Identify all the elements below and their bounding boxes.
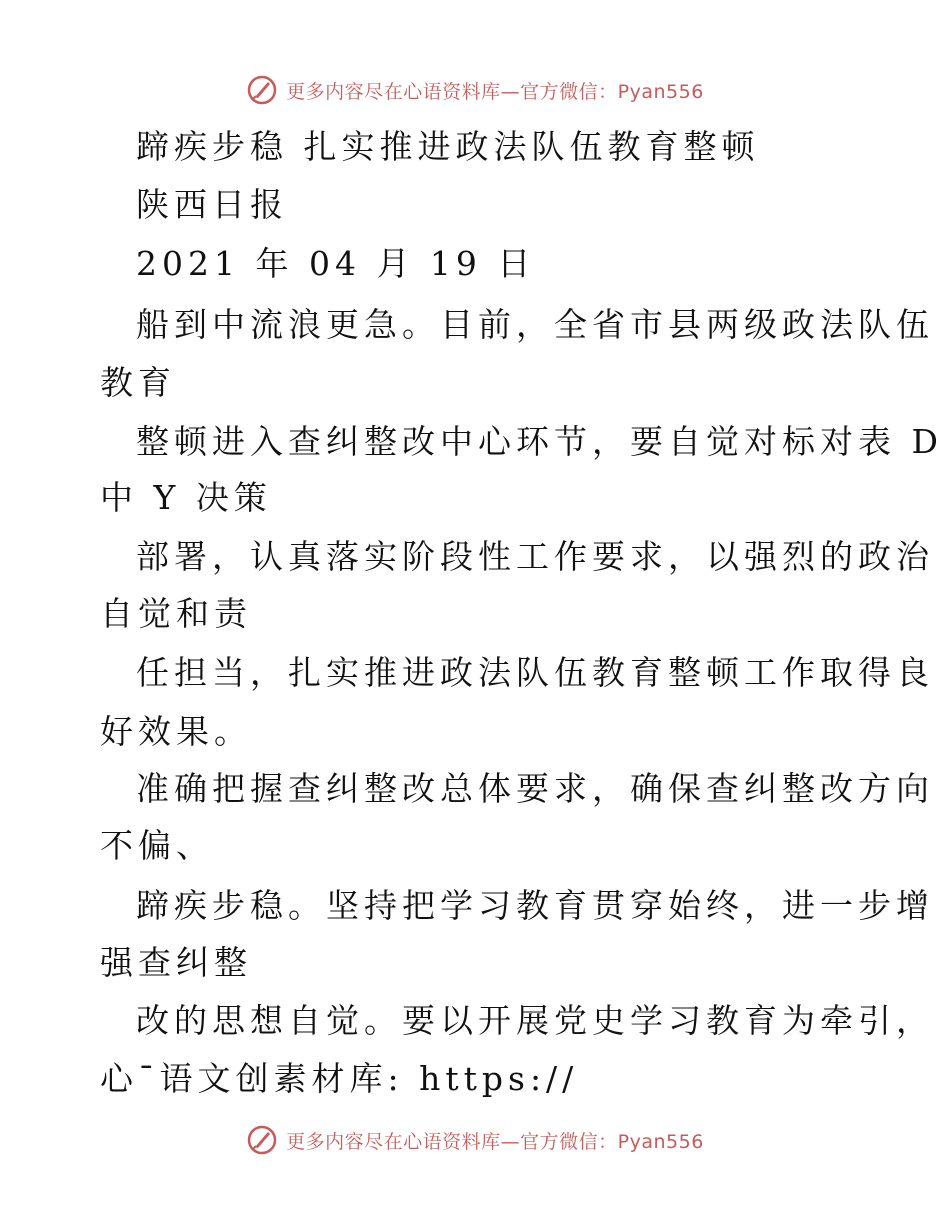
paragraph-line: 改的思想自觉。要以开展党史学习教育为牵引， — [136, 1001, 934, 1040]
quill-logo-icon — [246, 74, 278, 106]
document-source: 陕西日报 — [136, 185, 288, 224]
watermark-text: 更多内容尽在心语资料库—官方微信：Pyan556 — [286, 1130, 704, 1153]
footer-watermark — [0, 1120, 950, 1160]
paragraph-line: 心¯语文创素材库: https:// — [100, 1059, 579, 1098]
paragraph-line: 自觉和责 — [100, 594, 252, 633]
paragraph-line: 任担当，扎实推进政法队伍教育整顿工作取得良 — [136, 653, 934, 692]
paragraph-line: 中 Y 决策 — [100, 478, 272, 517]
paragraph-line: 蹄疾步稳。坚持把学习教育贯穿始终，进一步增 — [136, 886, 934, 925]
paragraph-line: 部署，认真落实阶段性工作要求，以强烈的政治 — [136, 537, 934, 576]
paragraph-line: 准确把握查纠整改总体要求，确保查纠整改方向 — [136, 769, 934, 808]
paragraph-line: 教育 — [100, 363, 176, 402]
quill-logo-icon — [246, 1124, 278, 1156]
paragraph-line: 强查纠整 — [100, 943, 252, 982]
paragraph-line: 整顿进入查纠整改中心环节，要自觉对标对表 D — [136, 422, 943, 461]
paragraph-line: 船到中流浪更急。目前，全省市县两级政法队伍 — [136, 305, 934, 344]
paragraph-line: 不偏、 — [100, 826, 214, 865]
watermark-text: 更多内容尽在心语资料库—官方微信：Pyan556 — [286, 80, 704, 103]
header-watermark — [0, 70, 950, 110]
document-title: 蹄疾步稳 扎实推进政法队伍教育整顿 — [136, 127, 760, 166]
paragraph-line: 好效果。 — [100, 712, 252, 751]
document-date: 2021 年 04 月 19 日 — [136, 244, 536, 283]
